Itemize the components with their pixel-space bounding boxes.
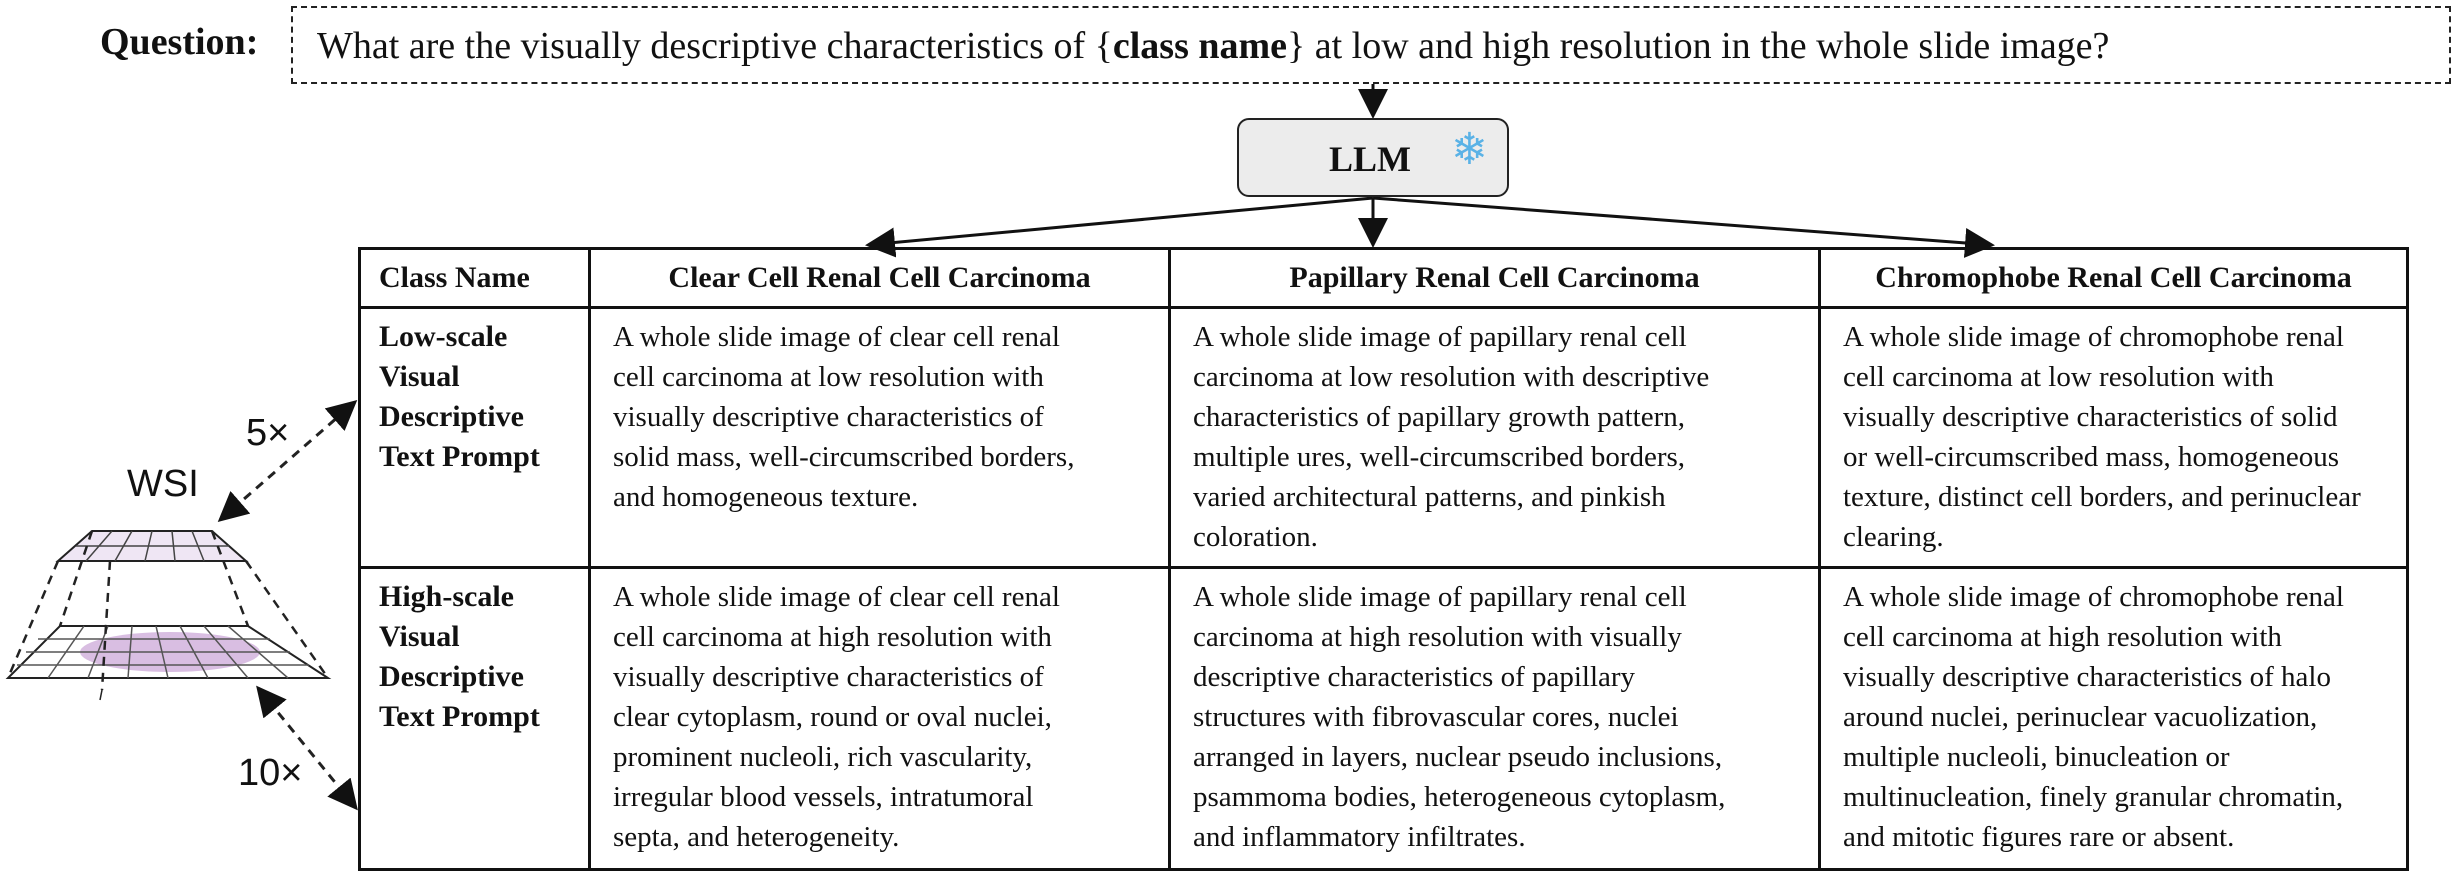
table-cell [1170,308,1820,568]
cell-line: cell carcinoma at low resolution with [613,361,1044,393]
cell-line: High-scale [379,580,514,613]
cell-line: coloration. [1193,521,1318,553]
header-column: Chromophobe Renal Cell Carcinoma [1820,249,2408,308]
cell-line: Visual [379,360,460,393]
cell-line: solid mass, well-circumscribed borders, [613,441,1075,473]
arrow-llm-to-col1 [868,198,1373,245]
row-head [360,568,590,870]
cell-line: A whole slide image of chromophobe renal [1843,581,2344,613]
cell-line: carcinoma at low resolution with descriptive [1193,361,1710,393]
cell-line: structures with fibrovascular cores, nuclei [1193,701,1679,733]
row-head [360,308,590,568]
cell-line: clearing. [1843,521,1944,553]
header-column: Papillary Renal Cell Carcinoma [1170,249,1820,308]
prompt-table [358,247,2409,871]
cell-line: clear cytoplasm, round or oval nuclei, [613,701,1052,733]
cell-line: arranged in layers, nuclear pseudo inclusions, [1193,741,1723,773]
table-cell [1820,568,2408,870]
snowflake-icon: ❄ [1451,125,1488,174]
cell-line: septa, and heterogeneity. [613,821,900,853]
wsi-pyramid-icon [8,531,332,700]
cell-line: psammoma bodies, heterogeneous cytoplasm, [1193,781,1726,813]
cell-line: cell carcinoma at high resolution with [1843,621,2282,653]
cell-line: and homogeneous texture. [613,481,919,513]
cell-line: Low-scale [379,320,508,353]
question-text-after: } at low and high resolution in the whole slide image? [1287,25,2110,67]
cell-line: A whole slide image of clear cell renal [613,581,1060,613]
cell-line: multinucleation, finely granular chromatin, [1843,781,2344,813]
cell-line: A whole slide image of clear cell renal [613,321,1060,353]
cell-line: Descriptive [379,400,524,433]
high-scale-label: 10× [238,752,303,794]
cell-line: A whole slide image of papillary renal cell [1193,581,1687,613]
cell-line: varied architectural patterns, and pinkish [1193,481,1666,513]
header-column: Clear Cell Renal Cell Carcinoma [590,249,1170,308]
low-scale-label: 5× [246,412,290,454]
cell-line: Text Prompt [379,440,540,473]
cell-line: visually descriptive characteristics of [613,661,1044,693]
table-row [360,308,2408,568]
cell-line: texture, distinct cell borders, and perinuclear [1843,481,2361,513]
table-row [360,568,2408,870]
table-cell [590,568,1170,870]
cell-line: descriptive characteristics of papillary [1193,661,1636,693]
cell-line: carcinoma at high resolution with visually [1193,621,1682,653]
cell-line: cell carcinoma at high resolution with [613,621,1052,653]
table-header-row [360,249,2408,308]
llm-box [1237,118,1509,197]
cell-line: and mitotic figures rare or absent. [1843,821,2235,853]
wsi-label: WSI [127,463,199,505]
cell-line: Text Prompt [379,700,540,733]
cell-line: characteristics of papillary growth pattern, [1193,401,1685,433]
cell-line: multiple ures, well-circumscribed borders, [1193,441,1686,473]
class-name-token: class name [1112,25,1288,67]
table-cell [590,308,1170,568]
cell-line: multiple nucleoli, binucleation or [1843,741,2230,773]
cell-line: and inflammatory infiltrates. [1193,821,1526,853]
cell-line: visually descriptive characteristics of [613,401,1044,433]
cell-line: around nuclei, perinuclear vacuolization, [1843,701,2318,733]
cell-line: visually descriptive characteristics of halo [1843,661,2331,693]
table-cell [1820,308,2408,568]
table-cell [1170,568,1820,870]
arrow-llm-to-col3 [1373,198,1992,245]
cell-line: Visual [379,620,460,653]
cell-line: irregular blood vessels, intratumoral [613,781,1034,813]
cell-line: prominent nucleoli, rich vascularity, [613,741,1033,773]
cell-line: visually descriptive characteristics of solid [1843,401,2338,433]
cell-line: cell carcinoma at low resolution with [1843,361,2274,393]
cell-line: or well-circumscribed mass, homogeneous [1843,441,2340,473]
header-class-name: Class Name [360,249,590,308]
question-label: Question: [100,21,259,63]
llm-label: LLM [1329,139,1412,179]
cell-line: A whole slide image of papillary renal cell [1193,321,1687,353]
cell-line: Descriptive [379,660,524,693]
question-text-before: What are the visually descriptive characteristics of { [317,25,1113,67]
cell-line: A whole slide image of chromophobe renal [1843,321,2344,353]
